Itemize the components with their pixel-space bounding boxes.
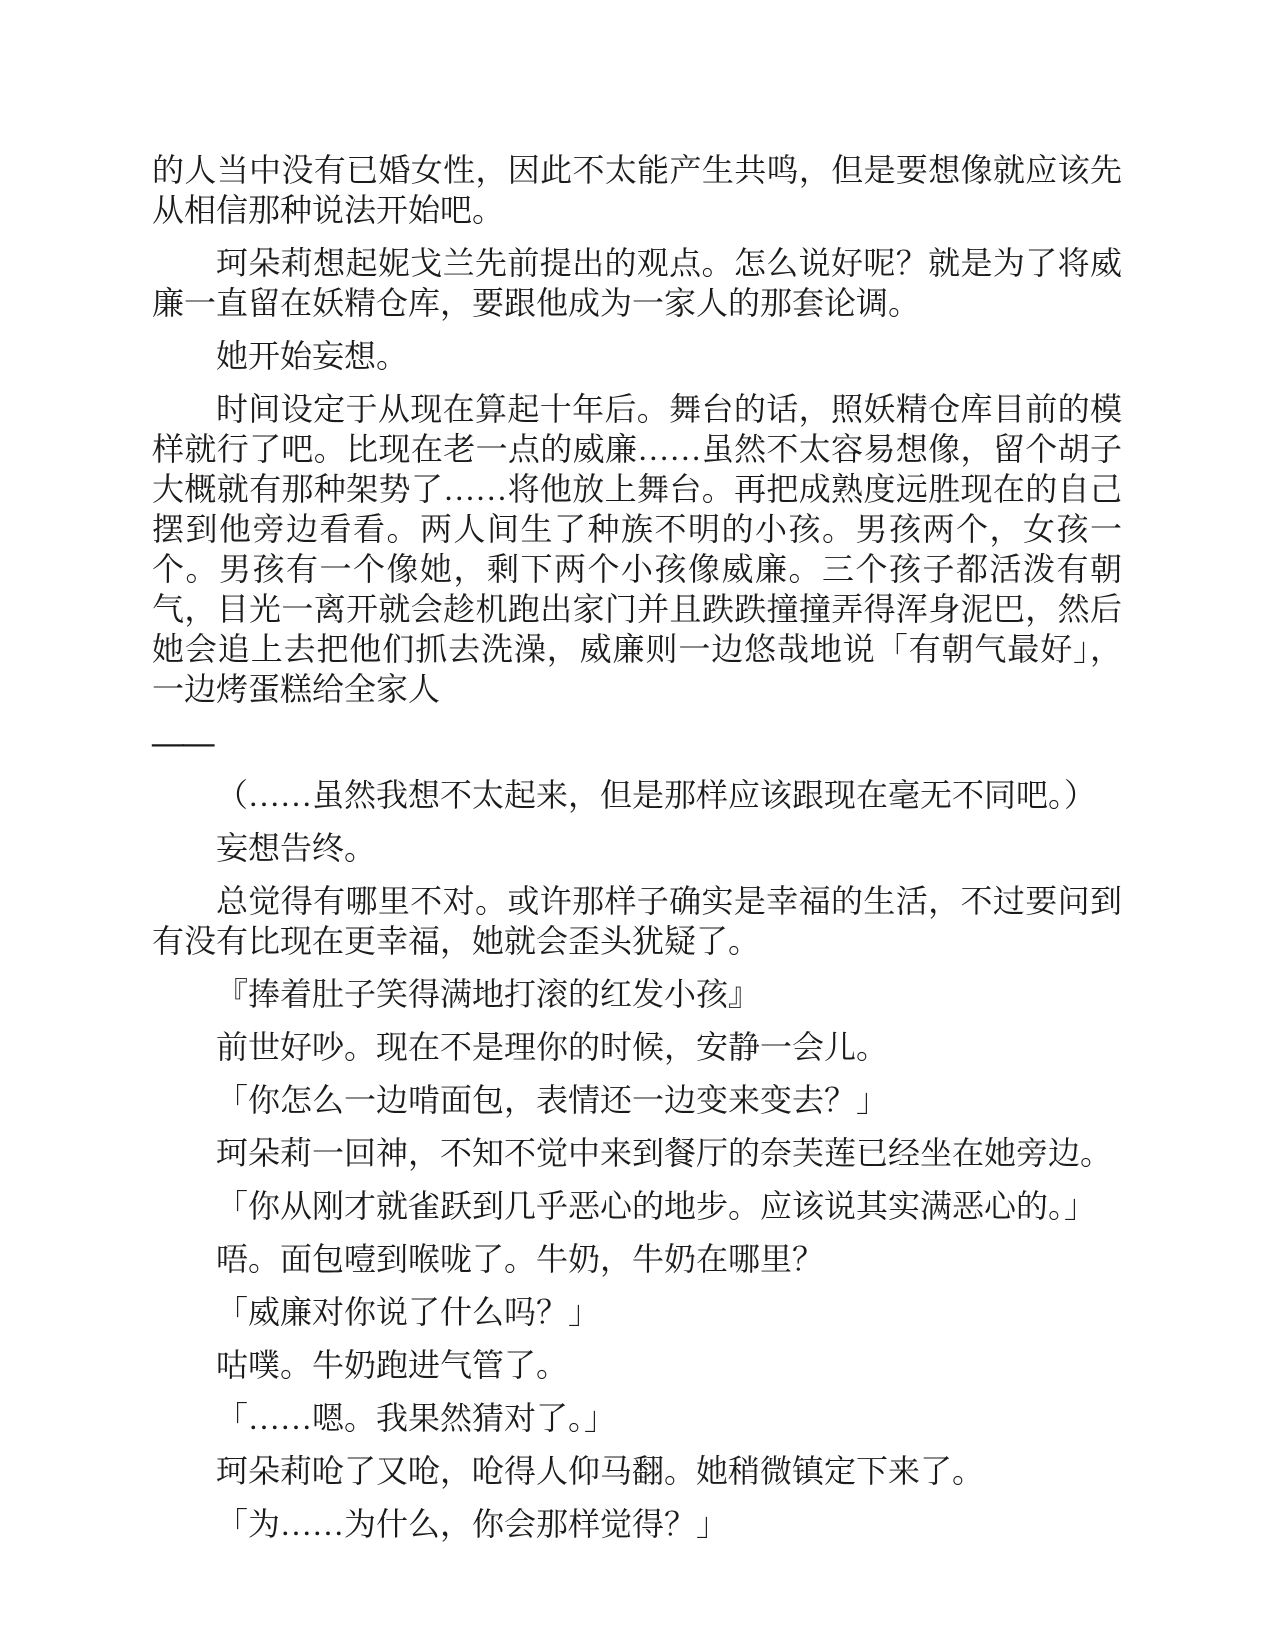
paragraph-narration: 总觉得有哪里不对。或许那样子确实是幸福的生活，不过要问到有没有比现在更幸福，她就会歪头犹疑了。	[152, 883, 1122, 959]
paragraph-narration: 唔。面包噎到喉咙了。牛奶，牛奶在哪里？	[216, 1241, 825, 1277]
paragraph-dialogue: 「你怎么一边啃面包，表情还一边变来变去？」	[216, 1082, 889, 1118]
paragraph-quote-title: 『捧着肚子笑得满地打滚的红发小孩』	[216, 976, 761, 1012]
paragraph-narration: 时间设定于从现在算起十年后。舞台的话，照妖精仓库目前的模样就行了吧。比现在老一点的威廉……虽然不太容易想像，留个胡子大概就有那种架势了……将他放上舞台。再把成熟度远胜现在的自己摆到他旁边看看。两人间生了种族不明的小孩。男孩两个，女孩一个。男孩有一个像她，剩下两个小孩像威廉。三个孩子都活泼有朝气，目光一离开就会趁机跑出家门并且跌跌撞撞弄得浑身泥巴，然后她会追上去把他们抓去洗澡，威廉则一边悠哉地说「有朝气最好」，一边烤蛋糕给全家人	[152, 391, 1122, 707]
paragraph-thought: （……虽然我想不太起来，但是那样应该跟现在毫无不同吧。）	[216, 777, 1097, 813]
paragraph-narration: 珂朵莉想起妮戈兰先前提出的观点。怎么说好呢？就是为了将威廉一直留在妖精仓库，要跟他成为一家人的那套论调。	[152, 245, 1122, 321]
paragraph-narration: 妄想告终。	[216, 830, 377, 866]
paragraph-dialogue: 「……嗯。我果然猜对了。」	[216, 1400, 617, 1436]
paragraph-dialogue: 「你从刚才就雀跃到几乎恶心的地步。应该说其实满恶心的。」	[216, 1188, 1097, 1224]
paragraph-narration: 珂朵莉一回神，不知不觉中来到餐厅的奈芙莲已经坐在她旁边。	[216, 1135, 1113, 1171]
paragraph-continuation: 的人当中没有已婚女性，因此不太能产生共鸣，但是要想像就应该先从相信那种说法开始吧。	[152, 152, 1122, 228]
paragraph-narration: 她开始妄想。	[216, 338, 409, 374]
paragraph-narration: 咕噗。牛奶跑进气管了。	[216, 1347, 569, 1383]
paragraph-narration: 珂朵莉呛了又呛，呛得人仰马翻。她稍微镇定下来了。	[216, 1453, 985, 1489]
em-dash-line: ——	[152, 724, 213, 760]
paragraph-narration: 前世好吵。现在不是理你的时候，安静一会儿。	[216, 1029, 889, 1065]
paragraph-dialogue: 「为……为什么，你会那样觉得？」	[216, 1506, 729, 1542]
paragraph-dialogue: 「威廉对你说了什么吗？」	[216, 1294, 601, 1330]
text-column	[152, 150, 1122, 1544]
